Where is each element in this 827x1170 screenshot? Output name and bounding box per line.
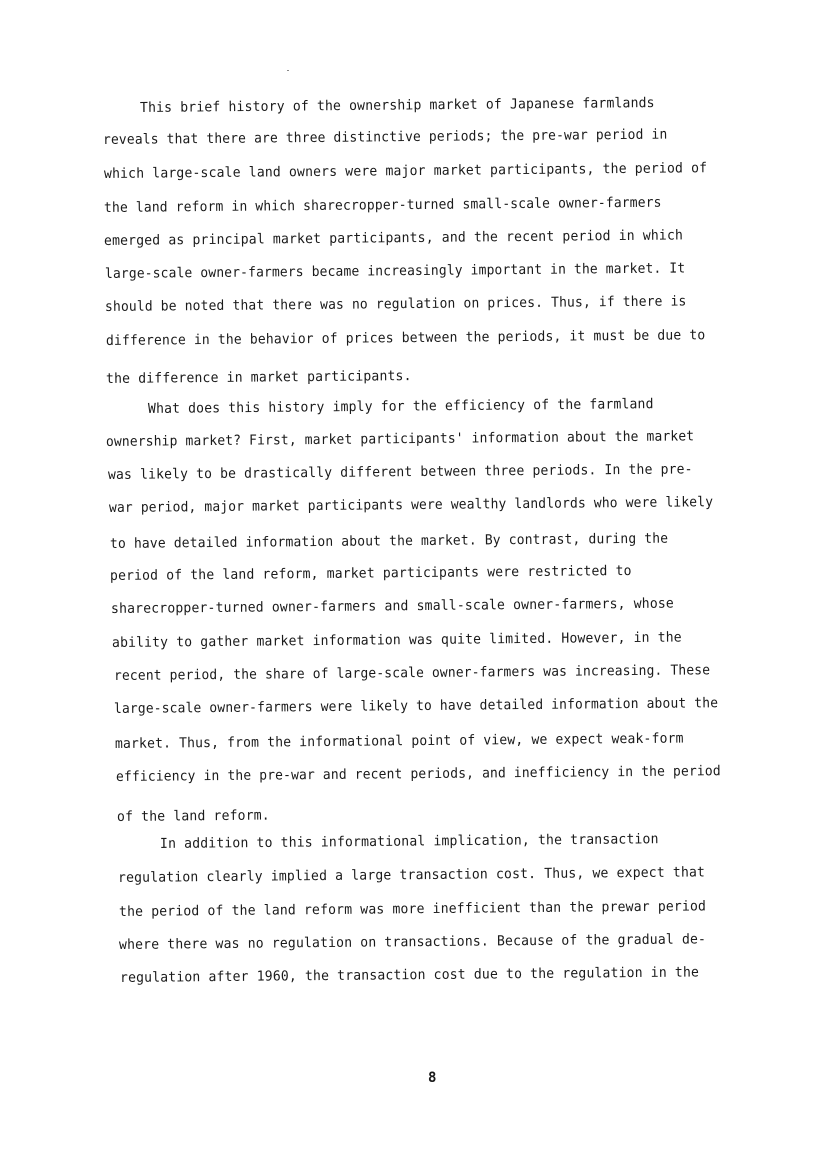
page-number: 8: [428, 1070, 437, 1086]
text-line: where there was no regulation on transactions. Because of the gradual de-: [118, 931, 707, 953]
text-line: market. Thus, from the informational point of view, we expect weak-form: [114, 730, 684, 752]
text-line: period of the land reform, market participants were restricted to: [109, 562, 632, 584]
text-line: emerged as principal market participants, and the recent period in which: [103, 227, 684, 249]
text-line: of the land reform.: [116, 807, 270, 825]
text-line: This brief history of the ownership market of Japanese farmlands: [139, 95, 655, 116]
text-line: the difference in market participants.: [105, 368, 412, 387]
text-line: the period of the land reform was more inefficient than the prewar period: [118, 898, 707, 920]
text-line: should be noted that there was no regulation on prices. Thus, if there is: [104, 293, 687, 315]
text-line: What does this history imply for the efficiency of the farmland: [147, 396, 654, 417]
scan-speck: [287, 70, 289, 71]
text-line: ownership market? First, market participants' information about the market: [105, 428, 695, 450]
text-line: the land reform in which sharecropper-turned small-scale owner-farmers: [103, 194, 662, 216]
text-line: was likely to be drastically different between three periods. In the pre-: [107, 461, 693, 483]
text-line: ability to gather market information was quite limited. However, in the: [111, 629, 682, 651]
text-line: efficiency in the pre-war and recent periods, and inefficiency in the period: [115, 763, 721, 785]
text-line: regulation clearly implied a large transaction cost. Thus, we expect that: [117, 864, 706, 886]
text-line: large-scale owner-farmers were likely to have detailed information about the: [113, 695, 719, 717]
text-line: to have detailed information about the market. By contrast, during the: [109, 530, 669, 552]
text-line: reveals that there are three distinctive periods; the pre-war period in: [102, 126, 668, 148]
text-line: war period, major market participants were wealthy landlords who were likely: [108, 494, 714, 516]
text-line: sharecropper-turned owner-farmers and small-scale owner-farmers, whose: [110, 595, 674, 617]
text-line: recent period, the share of large-scale owner-farmers was increasing. These: [113, 662, 711, 684]
text-line: In addition to this informational implication, the transaction: [159, 831, 659, 852]
text-line: difference in the behavior of prices between the periods, it must be due to: [105, 327, 706, 349]
text-line: which large-scale land owners were major market participants, the period of: [103, 160, 708, 182]
text-line: regulation after 1960, the transaction cost due to the regulation in the: [119, 964, 700, 986]
text-line: large-scale owner-farmers became increasingly important in the market. It: [104, 260, 686, 282]
